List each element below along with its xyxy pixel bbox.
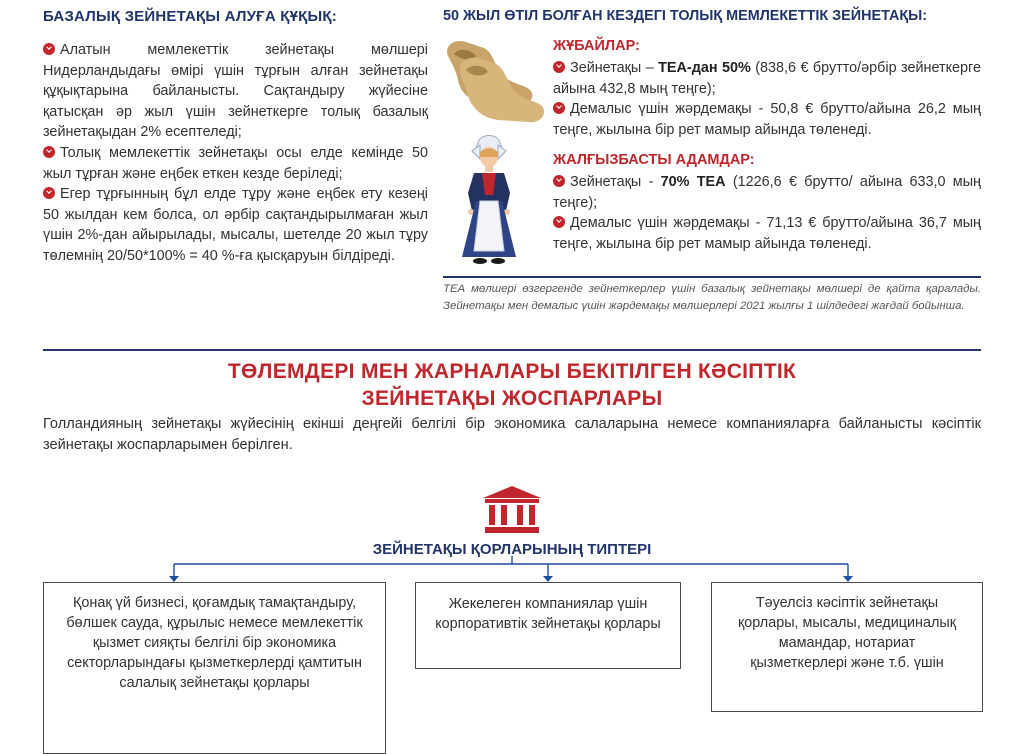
fund-types-title: ЗЕЙНЕТАҚЫ ҚОРЛАРЫНЫҢ ТИПТЕРІ bbox=[372, 541, 652, 558]
singles-item-1 bbox=[553, 172, 981, 213]
left-paragraph-2-text: Толық мемлекеттік зейнетақы осы елде кемінде 50 жыл тұрған және еңбек еткен кезде беріледі; bbox=[43, 144, 428, 182]
couples-item-1-bold: ТЕА-дан 50% bbox=[658, 60, 751, 76]
couples-item-1-rest: (838,6 € брутто/әрбір зейнеткерге айына 432,8 мың теңге); bbox=[553, 60, 981, 97]
check-circle-icon bbox=[43, 43, 55, 55]
singles-item-1-rest: (1226,6 € брутто/ айына 633,0 мың теңге); bbox=[553, 174, 981, 211]
check-circle-icon bbox=[43, 187, 55, 199]
wooden-clogs-icon bbox=[440, 34, 548, 126]
singles-block bbox=[553, 172, 981, 254]
fund-type-corporate: Жекелеген компаниялар үшін корпоративтік зейнетақы қорлары bbox=[415, 582, 681, 669]
left-section-body bbox=[43, 40, 428, 267]
left-paragraph-3 bbox=[43, 184, 428, 266]
dutch-girl-icon bbox=[456, 133, 522, 268]
singles-title: ЖАЛҒЫЗБАСТЫ АДАМДАР: bbox=[553, 152, 755, 168]
couples-title: ЖҰБАЙЛАР: bbox=[553, 38, 640, 54]
fund-type-sector: Қонақ үй бизнесі, қоғамдық тамақтандыру, бөлшек сауда, құрылыс немесе мемлекеттік қызмет сияқты белгілі бір экономика секторларындағы қызметкерлерді қамтитын салалық зейнетақы қорлары bbox=[43, 582, 386, 754]
couples-block bbox=[553, 58, 981, 140]
section-title-line-2: ЗЕЙНЕТАҚЫ ЖОСПАРЛАРЫ bbox=[361, 387, 663, 410]
footnote: ТЕА мөлшері өзгергенде зейнеткерлер үшін базалық зейнетақы мөлшері де қайта қаралады. Зейнетақы мен демалыс үшін жәрдемақы мөлшерлері 2021 жылғы 1 шілдедегі жағдай бойынша. bbox=[443, 283, 981, 312]
couples-item-2-text: Демалыс үшін жәрдемақы - 50,8 € брутто/айына 26,2 мың теңге, жылына бір рет мамыр айында төленеді. bbox=[553, 101, 981, 138]
singles-item-2-text: Демалыс үшін жәрдемақы - 71,13 € брутто/айына 36,7 мың теңге, жылына бір рет мамыр айында төленеді. bbox=[553, 215, 981, 252]
fund-type-professional: Тәуелсіз кәсіптік зейнетақы қорлары, мысалы, медициналық мамандар, нотариат қызметкерлері және т.б. үшін bbox=[711, 582, 983, 712]
check-circle-icon bbox=[553, 175, 565, 187]
singles-item-1-prefix: Зейнетақы - bbox=[570, 174, 661, 190]
right-divider bbox=[443, 276, 981, 278]
left-paragraph-1-text: Алатын мемлекеттік зейнетақы мөлшері Нидерландыдағы өмірі үшін тұрғын алған зейнетақы құқықтарына байланысты. Сақтандыру жүйесіне қатысқан әр жыл үшін зейнеткерге толық базалық зейнетақыдан 2% есептеледі; bbox=[43, 42, 428, 141]
check-circle-icon bbox=[553, 102, 565, 114]
section-divider bbox=[43, 349, 981, 351]
section-title-line-1: ТӨЛЕМДЕРІ МЕН ЖАРНАЛАРЫ БЕКІТІЛГЕН КӘСІПТІК bbox=[227, 360, 797, 383]
couples-item-1-prefix: Зейнетақы – bbox=[570, 60, 659, 76]
couples-item-2 bbox=[553, 99, 981, 140]
right-section-title: 50 ЖЫЛ ӨТІЛ БОЛҒАН КЕЗДЕГІ ТОЛЫҚ МЕМЛЕКЕТТІК ЗЕЙНЕТАҚЫ: bbox=[443, 8, 928, 24]
couples-item-1 bbox=[553, 58, 981, 99]
check-circle-icon bbox=[553, 61, 565, 73]
singles-item-1-bold: 70% ТЕА bbox=[660, 174, 726, 190]
left-paragraph-2 bbox=[43, 143, 428, 184]
check-circle-icon bbox=[43, 146, 55, 158]
check-circle-icon bbox=[553, 216, 565, 228]
bank-building-icon bbox=[481, 484, 543, 534]
section-title bbox=[43, 358, 981, 412]
singles-item-2 bbox=[553, 213, 981, 254]
left-paragraph-1 bbox=[43, 40, 428, 143]
left-paragraph-3-text: Егер тұрғынның бұл елде тұру және еңбек ету кезеңі 50 жылдан кем болса, ол әрбір сақтандырылмаған жыл үшін 2%-дан айырылады, мысалы, шетелде 20 жыл тұру төлемнің 20/50*100% = 40 %-ға қысқаруын білдіреді. bbox=[43, 186, 428, 264]
section-intro: Голландияның зейнетақы жүйесінің екінші деңгейі белгілі бір экономика салаларына немесе компанияларға байланысты кәсіптік зейнетақы жоспарларымен берілген. bbox=[43, 416, 981, 453]
left-section-title: БАЗАЛЫҚ ЗЕЙНЕТАҚЫ АЛУҒА ҚҰҚЫҚ: bbox=[43, 8, 337, 25]
